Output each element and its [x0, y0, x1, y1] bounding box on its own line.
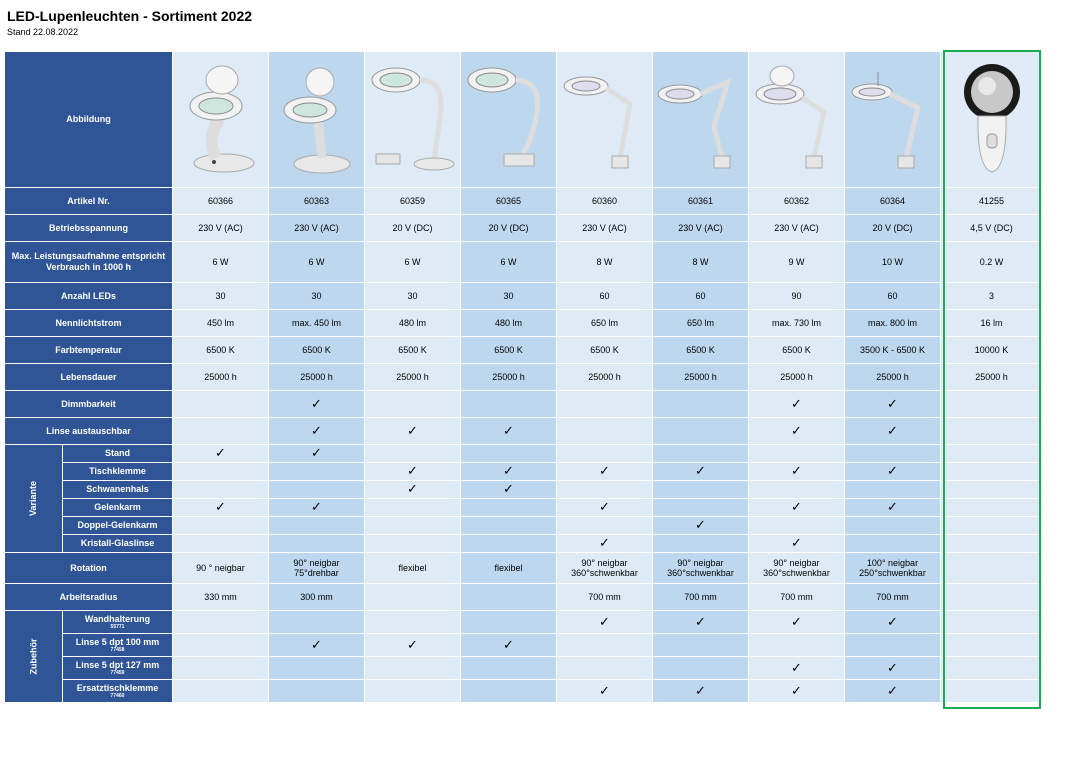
spannung-cell: 20 V (DC): [365, 215, 461, 242]
check-icon: ✓: [791, 535, 802, 550]
label-radius: Arbeitsradius: [5, 584, 173, 611]
spannung-cell: 230 V (AC): [653, 215, 749, 242]
spannung-cell: 20 V (DC): [461, 215, 557, 242]
leistung-cell: 8 W: [653, 242, 749, 283]
label-gelenk: Gelenkarm: [63, 499, 173, 517]
label-zubehoer: Zubehör: [5, 611, 63, 703]
check-icon: ✓: [695, 682, 706, 698]
artikel-cell: 60365: [461, 188, 557, 215]
hand-magnifier-icon: [947, 58, 1037, 178]
lamp-stand-icon: [176, 58, 266, 178]
leds-cell: 30: [269, 283, 365, 310]
row-dimm: [5, 391, 1043, 418]
check-icon: ✓: [503, 463, 514, 478]
rotation-line2: 250°schwenkbar: [859, 568, 926, 578]
lamp-image-60366: [173, 52, 269, 188]
farbe-cell: 10000 K: [941, 337, 1043, 364]
spannung-cell: 230 V (AC): [173, 215, 269, 242]
leistung-cell: 6 W: [269, 242, 365, 283]
leben-cell: 25000 h: [749, 364, 845, 391]
label-stand: Stand: [63, 445, 173, 463]
row-radius: [5, 584, 1043, 611]
radius-cell: 700 mm: [557, 584, 653, 611]
row-artikel: [5, 188, 1043, 215]
row-licht: [5, 310, 1043, 337]
spannung-cell: 230 V (AC): [269, 215, 365, 242]
row-tisch: [5, 463, 1043, 481]
radius-cell: 700 mm: [845, 584, 941, 611]
lamp-double-arm-icon: [656, 58, 746, 178]
leistung-cell: 0.2 W: [941, 242, 1043, 283]
check-icon: ✓: [215, 499, 226, 514]
radius-cell: [941, 584, 1043, 611]
check-icon: ✓: [503, 422, 514, 438]
row-leben: [5, 364, 1043, 391]
label-farbe: Farbtemperatur: [5, 337, 173, 364]
check-icon: ✓: [791, 613, 802, 629]
rotation-line1: 90° neigbar: [293, 558, 340, 568]
radius-cell: 700 mm: [749, 584, 845, 611]
row-stand: [5, 445, 1043, 463]
row-abbildung: [5, 52, 1043, 188]
lamp-image-60365: [461, 52, 557, 188]
check-icon: ✓: [695, 613, 706, 629]
check-icon: ✓: [599, 499, 610, 514]
product-table: [4, 51, 1043, 703]
label-artikel: Artikel Nr.: [5, 188, 173, 215]
lamp-gooseneck-clamp-icon: [464, 58, 554, 178]
label-rotation: Rotation: [5, 553, 173, 584]
farbe-cell: 3500 K - 6500 K: [845, 337, 941, 364]
row-rotation: [5, 553, 1043, 584]
page-title: LED-Lupenleuchten - Sortiment 2022: [7, 8, 253, 24]
leds-cell: 60: [845, 283, 941, 310]
farbe-cell: 6500 K: [173, 337, 269, 364]
rotation-line2: 360°schwenkbar: [763, 568, 830, 578]
check-icon: ✓: [791, 463, 802, 478]
leistung-cell: 8 W: [557, 242, 653, 283]
check-icon: ✓: [791, 395, 802, 411]
row-leistung: [5, 242, 1043, 283]
licht-cell: max. 800 lm: [845, 310, 941, 337]
check-icon: ✓: [599, 463, 610, 478]
row-spannung: [5, 215, 1043, 242]
label-wand: Wandhalterung 55771: [63, 611, 173, 634]
leben-cell: 25000 h: [653, 364, 749, 391]
label-doppel: Doppel-Gelenkarm: [63, 517, 173, 535]
leistung-cell: 9 W: [749, 242, 845, 283]
label-ersatz: Ersatztischklemme 77460: [63, 680, 173, 703]
artikel-cell: 60363: [269, 188, 365, 215]
radius-cell: 330 mm: [173, 584, 269, 611]
lamp-image-60359: [365, 52, 461, 188]
leds-cell: 60: [557, 283, 653, 310]
rotation-line2: 360°schwenkbar: [571, 568, 638, 578]
check-icon: ✓: [791, 659, 802, 675]
label-variante: Variante: [5, 445, 63, 553]
check-icon: ✓: [887, 422, 898, 438]
row-kristall: [5, 535, 1043, 553]
lamp-image-60360: [557, 52, 653, 188]
check-icon: ✓: [791, 682, 802, 698]
leben-cell: 25000 h: [941, 364, 1043, 391]
rotation-line1: 90 ° neigbar: [196, 563, 245, 573]
leben-cell: 25000 h: [173, 364, 269, 391]
check-icon: ✓: [599, 613, 610, 629]
farbe-cell: 6500 K: [749, 337, 845, 364]
row-farbe: [5, 337, 1043, 364]
check-icon: ✓: [311, 395, 322, 411]
farbe-cell: 6500 K: [653, 337, 749, 364]
artikel-cell: 60360: [557, 188, 653, 215]
farbe-cell: 6500 K: [269, 337, 365, 364]
check-icon: ✓: [887, 463, 898, 478]
check-icon: ✓: [887, 682, 898, 698]
label-linse100: Linse 5 dpt 100 mm 77458: [63, 634, 173, 657]
rotation-line1: flexibel: [398, 563, 427, 573]
rotation-line2: 75°drehbar: [294, 568, 339, 578]
rotation-line1: 90° neigbar: [773, 558, 820, 568]
check-icon: ✓: [215, 445, 226, 460]
label-leistung: Max. Leistungsaufnahme entspricht Verbrauch in 1000 h: [5, 242, 173, 283]
check-icon: ✓: [695, 463, 706, 478]
artikel-cell: 60364: [845, 188, 941, 215]
check-icon: ✓: [311, 445, 322, 460]
label-kristall: Kristall-Glaslinse: [63, 535, 173, 553]
licht-cell: max. 450 lm: [269, 310, 365, 337]
check-icon: ✓: [407, 481, 418, 496]
lamp-image-60362: [749, 52, 845, 188]
leistung-cell: 6 W: [461, 242, 557, 283]
row-linse127: [5, 657, 1043, 680]
spannung-cell: 230 V (AC): [557, 215, 653, 242]
label-spannung: Betriebsspannung: [5, 215, 173, 242]
row-linse100: [5, 634, 1043, 657]
spannung-cell: 230 V (AC): [749, 215, 845, 242]
leistung-cell: 6 W: [365, 242, 461, 283]
artikel-cell: 60359: [365, 188, 461, 215]
lamp-gooseneck-icon: [368, 58, 458, 178]
row-linse: [5, 418, 1043, 445]
artikel-cell: 60361: [653, 188, 749, 215]
artikel-cell: 41255: [941, 188, 1043, 215]
row-gelenk: [5, 499, 1043, 517]
rotation-line1: flexibel: [494, 563, 523, 573]
farbe-cell: 6500 K: [461, 337, 557, 364]
leben-cell: 25000 h: [461, 364, 557, 391]
licht-cell: 480 lm: [365, 310, 461, 337]
rotation-line1: 90° neigbar: [677, 558, 724, 568]
leben-cell: 25000 h: [845, 364, 941, 391]
check-icon: ✓: [599, 535, 610, 550]
check-icon: ✓: [503, 481, 514, 496]
check-icon: ✓: [503, 636, 514, 652]
radius-cell: [461, 584, 557, 611]
lamp-image-60363: [269, 52, 365, 188]
check-icon: ✓: [887, 659, 898, 675]
spannung-cell: 20 V (DC): [845, 215, 941, 242]
check-icon: ✓: [599, 682, 610, 698]
leds-cell: 90: [749, 283, 845, 310]
label-schwanen: Schwanenhals: [63, 481, 173, 499]
radius-cell: [365, 584, 461, 611]
leds-cell: 60: [653, 283, 749, 310]
lamp-image-41255: [941, 52, 1043, 188]
check-icon: ✓: [887, 395, 898, 411]
leben-cell: 25000 h: [557, 364, 653, 391]
leds-cell: 30: [461, 283, 557, 310]
leds-cell: 3: [941, 283, 1043, 310]
radius-cell: 300 mm: [269, 584, 365, 611]
licht-cell: 650 lm: [557, 310, 653, 337]
farbe-cell: 6500 K: [557, 337, 653, 364]
label-licht: Nennlichtstrom: [5, 310, 173, 337]
label-linse127: Linse 5 dpt 127 mm 77459: [63, 657, 173, 680]
lamp-arm-dimmable-icon: [848, 58, 938, 178]
licht-cell: 450 lm: [173, 310, 269, 337]
row-wand: [5, 611, 1043, 634]
leds-cell: 30: [365, 283, 461, 310]
lamp-stand-clamp-icon: [272, 58, 362, 178]
licht-cell: max. 730 lm: [749, 310, 845, 337]
check-icon: ✓: [407, 422, 418, 438]
lamp-image-60361: [653, 52, 749, 188]
row-doppel: [5, 517, 1043, 535]
row-leds: [5, 283, 1043, 310]
lamp-arm-glass-icon: [752, 58, 842, 178]
radius-cell: 700 mm: [653, 584, 749, 611]
leben-cell: 25000 h: [365, 364, 461, 391]
check-icon: ✓: [887, 499, 898, 514]
check-icon: ✓: [791, 422, 802, 438]
check-icon: ✓: [311, 636, 322, 652]
lamp-image-60364: [845, 52, 941, 188]
farbe-cell: 6500 K: [365, 337, 461, 364]
leds-cell: 30: [173, 283, 269, 310]
licht-cell: 16 lm: [941, 310, 1043, 337]
licht-cell: 650 lm: [653, 310, 749, 337]
label-abbildung: Abbildung: [5, 52, 173, 188]
label-tisch: Tischklemme: [63, 463, 173, 481]
leben-cell: 25000 h: [269, 364, 365, 391]
leistung-cell: 10 W: [845, 242, 941, 283]
lamp-arm-icon: [560, 58, 650, 178]
artikel-cell: 60366: [173, 188, 269, 215]
leistung-cell: 6 W: [173, 242, 269, 283]
check-icon: ✓: [695, 517, 706, 532]
rotation-line1: 100° neigbar: [866, 558, 919, 568]
label-leben: Lebensdauer: [5, 364, 173, 391]
page-subtitle: Stand 22.08.2022: [7, 27, 79, 37]
check-icon: ✓: [887, 613, 898, 629]
rotation-line2: 360°schwenkbar: [667, 568, 734, 578]
artikel-cell: 60362: [749, 188, 845, 215]
label-dimm: Dimmbarkeit: [5, 391, 173, 418]
check-icon: ✓: [791, 499, 802, 514]
check-icon: ✓: [407, 463, 418, 478]
rotation-line1: 90° neigbar: [581, 558, 628, 568]
spannung-cell: 4,5 V (DC): [941, 215, 1043, 242]
label-linse: Linse austauschbar: [5, 418, 173, 445]
row-schwanen: [5, 481, 1043, 499]
check-icon: ✓: [311, 499, 322, 514]
label-leds: Anzahl LEDs: [5, 283, 173, 310]
licht-cell: 480 lm: [461, 310, 557, 337]
check-icon: ✓: [311, 422, 322, 438]
row-ersatz: [5, 680, 1043, 703]
check-icon: ✓: [407, 636, 418, 652]
